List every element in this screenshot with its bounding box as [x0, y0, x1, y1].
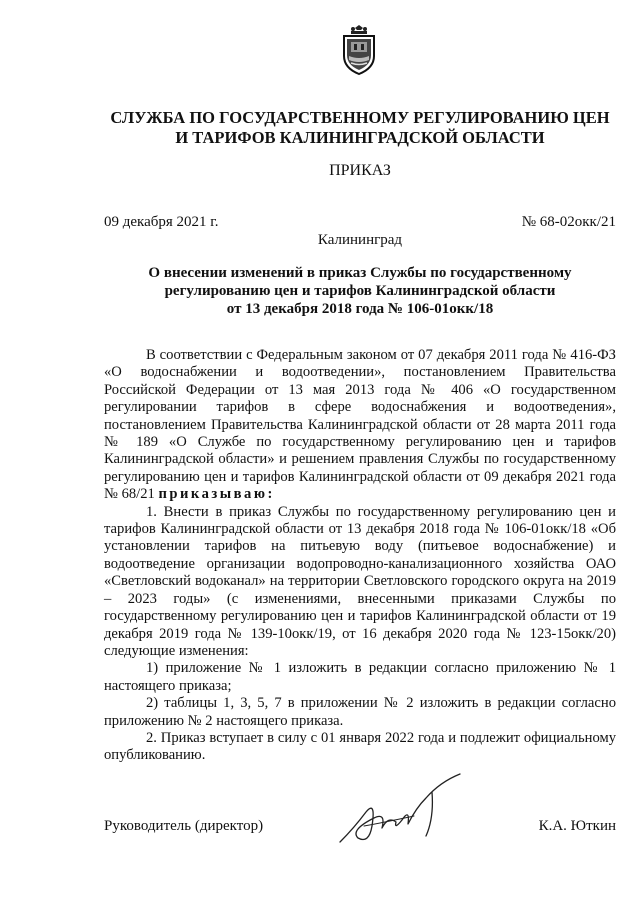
subject-line3: от 13 декабря 2018 года № 106-01окк/18 — [226, 301, 494, 317]
body-paragraph-item-1: 1. Внести в приказ Службы по государственному регулированию цен и тарифов Калининградской области от 13 декабря 2018 года № 106-01окк/18 «Об установлении тарифов на питьевую воду (питьевое водоснабжение) и водоотведение организации водопроводно-канализационного хозяйства ОАО «Светловский водоканал» на территории Светловского городского округа на 2019 – 2023 годы» (с изменениями, внесенными приказами Службы по государственному регулированию цен и тарифов Калининградской области от 19 декабря 2019 года № 139-10окк/19, от 16 декабря 2020 года № 123-15окк/20) следующие изменения: — [104, 503, 616, 659]
body-paragraph-subitem-1: 1) приложение № 1 изложить в редакции согласно приложению № 1 настоящего приказа; — [104, 660, 616, 694]
document-body — [104, 347, 616, 765]
document-date: 09 декабря 2021 г. — [104, 214, 219, 230]
agency-name-line2: И ТАРИФОВ КАЛИНИНГРАДСКОЙ ОБЛАСТИ — [175, 128, 545, 147]
coat-of-arms-icon — [341, 24, 377, 76]
document-type: ПРИКАЗ — [329, 162, 391, 179]
document-subject — [110, 264, 610, 318]
preamble-text: В соответствии с Федеральным законом от 07 декабря 2011 года № 416-ФЗ «О водоснабжении и водоотведении», постановлением Правительства Российской Федерации от 13 мая 2013 года № 406 «О государственном регулировании тарифов в сфере водоснабжения и водоотведения», постановлением Правительства Калининградской области от 28 марта 2011 года № 189 «О Службе по государственному регулированию цен и тарифов Калининградской области» и решением правления Службы по государственному регулированию цен и тарифов Калининградской области от 09 декабря 2021 года № 68/21 — [104, 347, 616, 503]
subject-line1: О внесении изменений в приказ Службы по государственному — [148, 265, 572, 281]
document-number: № 68-02окк/21 — [521, 214, 616, 230]
signer-title: Руководитель (директор) — [104, 818, 264, 834]
document-city: Калининград — [317, 232, 403, 248]
body-paragraph-item-2: 2. Приказ вступает в силу с 01 января 2022 года и подлежит официальному опубликованию. — [104, 729, 616, 764]
order-keyword: приказываю: — [158, 486, 275, 503]
handwritten-signature-icon — [336, 768, 466, 850]
body-paragraph-preamble — [104, 347, 616, 504]
signer-name: К.А. Юткин — [538, 818, 616, 834]
agency-name — [100, 108, 620, 148]
subject-line2: регулированию цен и тарифов Калининградской области — [164, 283, 556, 299]
agency-name-line1: СЛУЖБА ПО ГОСУДАРСТВЕННОМУ РЕГУЛИРОВАНИЮ ЦЕН — [110, 108, 610, 127]
body-paragraph-subitem-2: 2) таблицы 1, 3, 5, 7 в приложении № 2 изложить в редакции согласно приложению № 2 настоящего приказа. — [104, 695, 616, 729]
